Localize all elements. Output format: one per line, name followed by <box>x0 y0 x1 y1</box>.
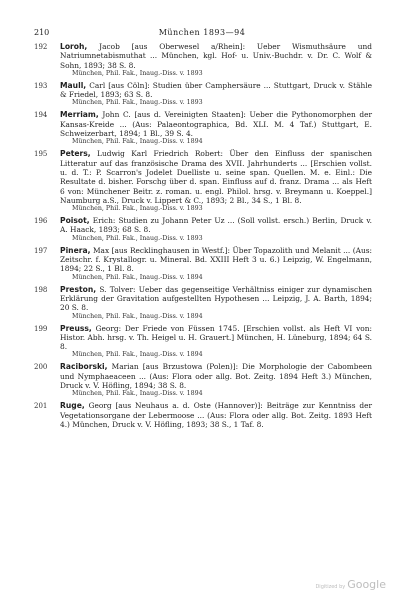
entry-number: 198 <box>34 285 48 294</box>
dissertation-note: München, Phil. Fak., Inaug.-Diss. v. 1893 <box>72 234 203 242</box>
citation-text: Georg: Der Friede von Füssen 1745. [Erschien vollst. als Heft VI von: Histor. Abh. hrsg. v. Th. Heigel u. H. Grauert.] München, H. Lüneburg, 1894; 64 S. 8. <box>60 323 372 352</box>
page-header <box>34 28 370 37</box>
entry-number: 200 <box>34 363 48 372</box>
author-name: Peters, <box>60 149 91 159</box>
dissertation-note: München, Phil. Fak., Inaug.-Diss. v. 1894 <box>72 351 203 359</box>
entry-number: 194 <box>34 111 48 120</box>
author-name: Ruge, <box>60 401 85 411</box>
author-name: Pinera, <box>60 245 91 255</box>
dissertation-note: München, Phil. Fak., Inaug.-Diss. v. 1893 <box>72 99 203 107</box>
watermark-brand: Google <box>347 578 386 591</box>
author-name: Preston, <box>60 284 97 294</box>
entry-number: 197 <box>34 246 48 255</box>
bibliography-entry <box>34 81 372 108</box>
entry-number: 192 <box>34 43 48 51</box>
dissertation-note: München, Phil. Fak., Inaug.-Diss. v. 1894 <box>72 273 203 281</box>
bibliography-entry <box>34 110 372 146</box>
citation-text: Marian [aus Brzustowa (Polen)]: Die Morphologie der Cabombeen und Nymphaeaceen ... (Aus: Flora oder allg. Bot. Zeitg. 1894 Heft 3.) München, Druck v. V. Höfling, 1894; 38 S. 8. <box>60 362 372 391</box>
dissertation-note: München, Phil. Fak., Inaug.-Diss. v. 1893 <box>72 69 203 77</box>
entry-text <box>60 324 372 352</box>
author-name: Maull, <box>60 80 87 90</box>
citation-text: Carl [aus Cöln]: Studien über Camphersäure ... Stuttgart, Druck v. Stähle & Friedel, 1893; 63 S. 8. <box>60 80 372 100</box>
running-title: München 1893—94 <box>158 28 246 37</box>
bibliography-entry <box>34 42 372 78</box>
dissertation-note: München, Phil. Fak., Inaug.-Diss. v. 1894 <box>72 312 203 320</box>
entry-text <box>60 285 372 313</box>
entry-number: 195 <box>34 150 48 159</box>
bibliography-entry <box>34 324 372 360</box>
citation-text: Max [aus Recklinghausen in Westf.]: Über Topazolith und Melanit ... (Aus: Zeitschr. f. Krystallogr. u. Mineral. Bd. XXIII Heft 3 u. 6.) Leipzig, W. Engelmann, 1894; 22 S., 1 Bl. 8. <box>60 245 372 274</box>
entry-text <box>60 42 372 70</box>
citation-text: Georg [aus Neuhaus a. d. Oste (Hannover)]: Beiträge zur Kenntniss der Vegetationsorgane der Lebermoose ... (Aus: Flora oder allg. Bot. Zeitg. 1893 Heft 4.) München, Druck v. V. Höfling, 1893; 38 S., 1 Taf. 8. <box>60 401 372 429</box>
entry-number: 199 <box>34 324 48 333</box>
entry-number: 201 <box>34 402 48 411</box>
entry-number: 196 <box>34 217 48 226</box>
entry-text <box>60 81 372 100</box>
entry-text <box>60 216 372 235</box>
google-watermark <box>315 578 386 591</box>
page-number: 210 <box>34 28 50 37</box>
citation-text: S. Tolver: Ueber das gegenseitige Verhältniss einiger zur dynamischen Erklärung der Gravitation aufgestellten Hypothesen ... Leipzig, J. A. Barth, 1894; 20 S. 8. <box>60 284 372 313</box>
bibliography-entry <box>34 285 372 321</box>
dissertation-note: München, Phil. Fak., Inaug.-Diss. v. 1893 <box>72 205 203 213</box>
entry-list <box>34 42 372 432</box>
dissertation-note: München, Phil. Fak., Inaug.-Diss. v. 1894 <box>72 138 203 146</box>
entry-text <box>60 362 372 390</box>
dissertation-note: München, Phil. Fak., Inaug.-Diss. v. 1894 <box>72 390 203 398</box>
entry-text <box>60 246 372 274</box>
entry-text <box>60 110 372 138</box>
citation-text: John C. [aus d. Vereinigten Staaten]: Ueber die Pythonomorphen der Kansas-Kreide ... (Aus: Palaeontographica, Bd. XLI. M. 4 Taf.) Stuttgart, E. Schweizerbart, 1894; 1 Bl., 39 S. 4. <box>60 110 372 139</box>
citation-text: Erich: Studien zu Johann Peter Uz ... (Soll vollst. ersch.) Berlin, Druck v. A. Haack, 1893; 68 S. 8. <box>60 216 372 235</box>
bibliography-entry <box>34 401 372 429</box>
entry-number: 193 <box>34 81 48 90</box>
author-name: Raciborski, <box>60 362 108 372</box>
author-name: Loroh, <box>60 42 88 51</box>
author-name: Poisot, <box>60 216 90 226</box>
entry-text <box>60 149 372 205</box>
bibliography-entry <box>34 362 372 398</box>
watermark-prefix: Digitized by <box>315 584 346 590</box>
author-name: Merriam, <box>60 110 99 120</box>
author-name: Preuss, <box>60 323 92 333</box>
citation-text: Jacob [aus Oberwesel a/Rhein]: Ueber Wismuthsäure und Natriumnetabismuthat ... München, kgl. Hof- u. Univ.-Buchdr. v. Dr. C. Wolf & Sohn, 1893; 38 S. 8. <box>60 42 372 70</box>
bibliography-entry <box>34 216 372 243</box>
bibliography-entry <box>34 246 372 282</box>
citation-text: Ludwig Karl Friedrich Robert: Über den Einfluss der spanischen Litteratur auf das französische Drama des XVII. Jahrhunderts ... [Erschien vollst. u. d. T.: P. Scarron's Jodelet Duelliste u. seine span. Quellen. M. e. Einl.: Die Resultate d. bisher. Forschg über d. span. Einfluss auf d. franz. Drama ... als Heft 6 von: Münchener Beitr. z. roman. u. engl. Philol. hrsg. v. Breymann u. Koeppel.] Naumburg a.S., Druck v. Lippert & C., 1893; 2 Bl., 34 S., 1 Bl. 8. <box>60 149 372 205</box>
bibliography-entry <box>34 149 372 213</box>
entry-text <box>60 401 372 429</box>
